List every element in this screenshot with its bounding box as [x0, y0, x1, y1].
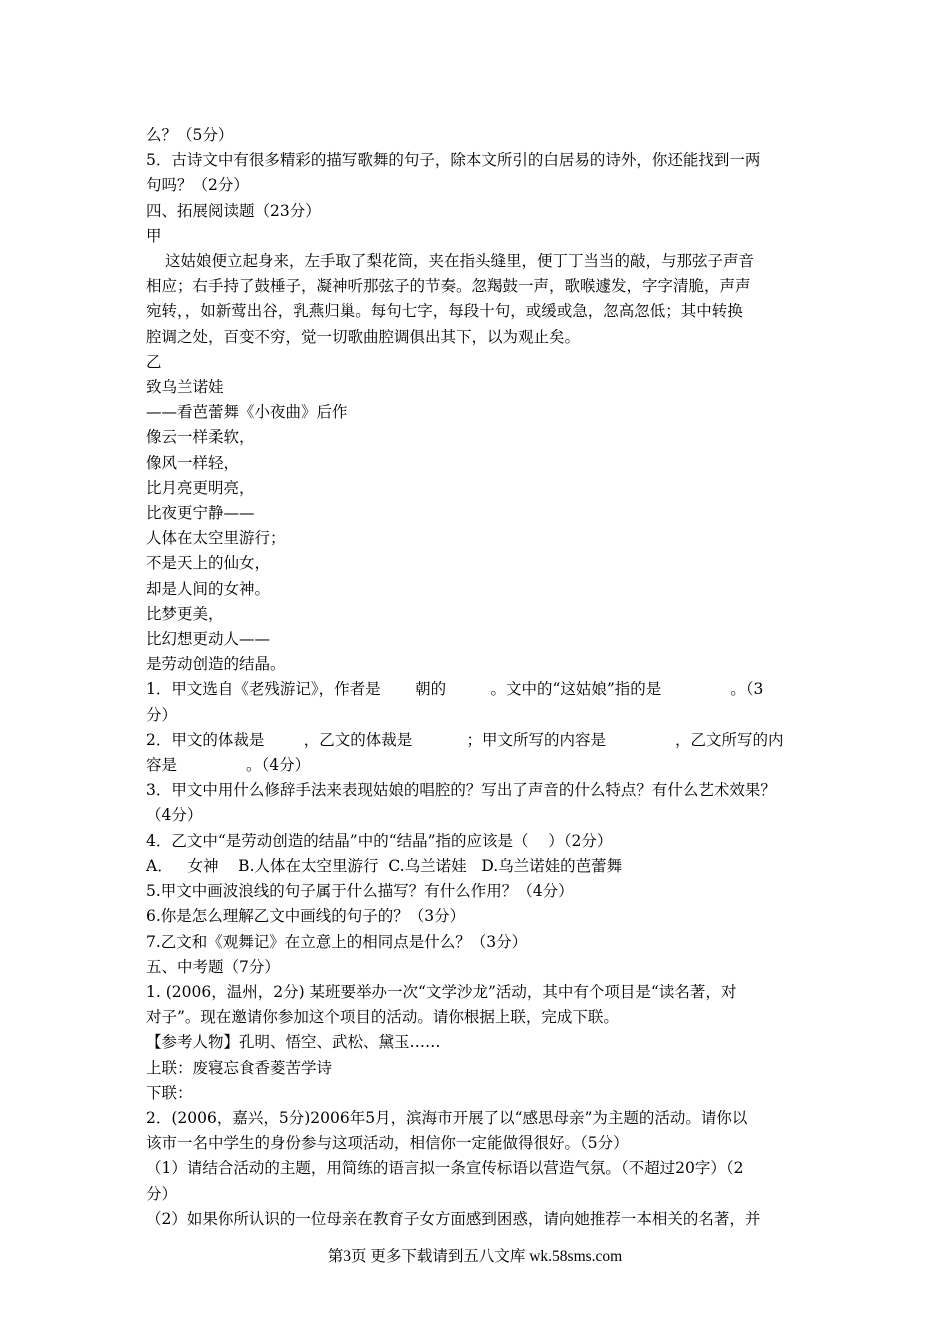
text-line: 是劳动创造的结晶。 [146, 655, 286, 674]
text-line: 5.甲文中画波浪线的句子属于什么描写？有什么作用？（4分） [146, 882, 574, 901]
text-line: 4．乙文中“是劳动创造的结晶”中的“结晶”指的应该是（ ）（2分） [146, 831, 613, 850]
text-line: 容是 。（4分） [146, 756, 311, 775]
text-line: 比月亮更明亮， [146, 478, 255, 497]
text-line: 对子”。现在邀请你参加这个项目的活动。请你根据上联，完成下联。 [146, 1008, 619, 1027]
text-line: 上联：废寝忘食香菱苦学诗 [146, 1058, 333, 1077]
text-line: 分） [146, 1184, 178, 1203]
text-line: 比梦更美， [146, 604, 224, 623]
text-line: 不是天上的仙女， [146, 554, 271, 573]
text-line: 四、拓展阅读题（23分） [146, 201, 321, 220]
text-line: A． 女神 B.人体在太空里游行 C.乌兰诺娃 D.乌兰诺娃的芭蕾舞 [146, 856, 623, 875]
text-line: 人体在太空里游行； [146, 529, 286, 548]
text-line: 2．(2006，嘉兴，5分)2006年5月，滨海市开展了以“感思母亲”为主题的活动。请你以 [146, 1108, 748, 1127]
text-line: 宛转，，如新莺出谷，乳燕归巢。每句七字，每段十句，或缓或急，忽高忽低；其中转换 [146, 302, 743, 321]
text-line: ——看芭蕾舞《小夜曲》后作 [146, 403, 348, 422]
text-line: 1．甲文选自《老残游记》，作者是 朝的 。文中的“这姑娘”指的是 。（3 [146, 680, 764, 699]
text-line: 乙 [146, 352, 162, 371]
text-line: 么？（5分） [146, 126, 234, 144]
text-line: 【参考人物】孔明、悟空、武松、黛玉…… [146, 1033, 441, 1052]
text-line: 分） [146, 705, 178, 724]
text-line: 致乌兰诺娃 [146, 378, 224, 397]
text-line: 却是人间的女神。 [146, 579, 271, 598]
text-line: （2）如果你所认识的一位母亲在教育子女方面感到困惑，请向她推荐一本相关的名著，并 [146, 1209, 761, 1228]
text-line: 甲 [146, 226, 162, 245]
page-footer: 第3页 更多下载请到五八文库 wk.58sms.com [327, 1248, 623, 1265]
text-line: 相应；右手持了鼓棰子，凝神听那弦子的节奏。忽羯鼓一声，歌喉遽发，字字清脆，声声 [146, 277, 751, 296]
text-line: 比幻想更动人—— [146, 630, 271, 649]
text-line: 句吗？（2分） [146, 176, 249, 195]
text-line: 下联： [146, 1083, 193, 1102]
text-line: （1）请结合活动的主题，用简练的语言拟一条宣传标语以营造气氛。（不超过20字）（2 [146, 1159, 744, 1178]
text-line: 比夜更宁静—— [146, 504, 255, 523]
text-line: 腔调之处，百变不穷，觉一切歌曲腔调俱出其下，以为观止矣。 [146, 327, 581, 346]
text-line: 7.乙文和《观舞记》在立意上的相同点是什么？（3分） [146, 932, 528, 951]
text-line: 像风一样轻， [146, 453, 240, 472]
text-line: 6.你是怎么理解乙文中画线的句子的？（3分） [146, 907, 466, 926]
text-line: 像云一样柔软， [146, 428, 255, 447]
text-line: 3．甲文中用什么修辞手法来表现姑娘的唱腔的？写出了声音的什么特点？有什么艺术效果？ [146, 781, 776, 800]
text-line: （4分） [146, 806, 203, 825]
document-body [146, 123, 816, 1232]
text-line: 这姑娘便立起身来，左手取了梨花筒，夹在指头缝里，便丁丁当当的敲，与那弦子声音 [165, 252, 755, 271]
text-line: 1. (2006，温州，2分) 某班要举办一次“文学沙龙”活动，其中有个项目是“读名著，对 [146, 982, 737, 1001]
text-line: 5．古诗文中有很多精彩的描写歌舞的句子，除本文所引的白居易的诗外，你还能找到一两 [146, 151, 761, 170]
text-line: 五、中考题（7分） [146, 957, 280, 976]
text-line: 2．甲文的体裁是 ，乙文的体裁是 ；甲文所写的内容是 ，乙文所写的内 [146, 730, 784, 749]
text-line: 该市一名中学生的身份参与这项活动，相信你一定能做得很好。（5分） [146, 1134, 629, 1153]
